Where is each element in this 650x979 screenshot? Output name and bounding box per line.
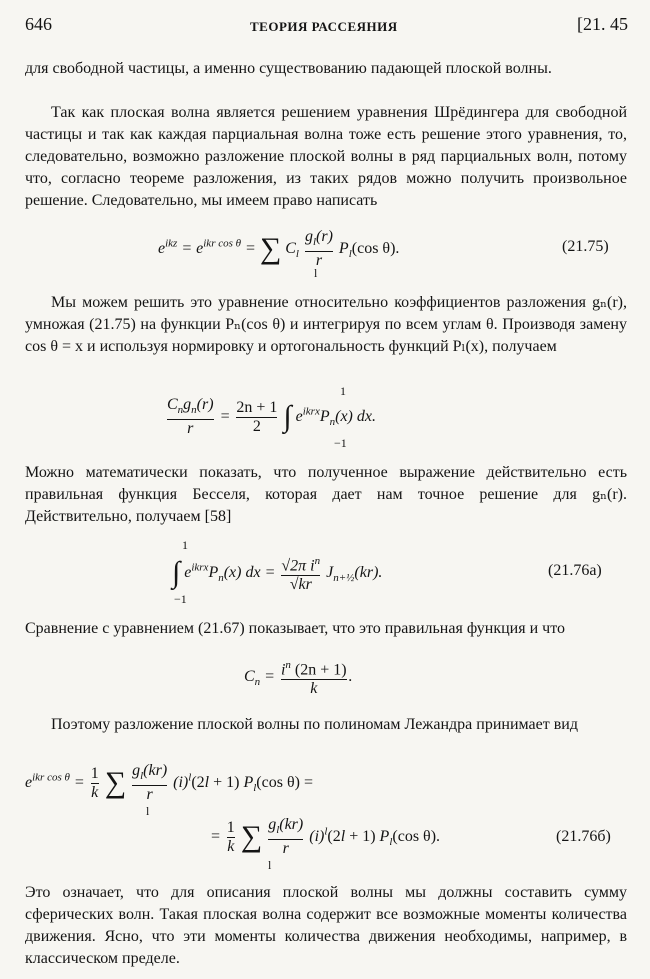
section-number: [21. 45 xyxy=(577,14,628,34)
paragraph-3: Мы можем решить это уравнение относительно коэффициентов разложения gₙ(r), умножая (21.75) на функции Pₙ(cos θ) и интегрируя по всем углам θ. Производя замену cos θ = x и используя нормировку и ортогональность функций Pₗ(x), получаем xyxy=(25,294,627,355)
paragraph-5: Сравнение с уравнением (21.67) показывает, что это правильная функция и что xyxy=(25,620,565,637)
paragraph-4: Можно математически показать, что полученное выражение действительно есть правильная функция Бесселя, которая дает нам точное решение для gₙ(r). Действительно, получаем [58] xyxy=(25,464,627,525)
equation-number: (21.76a) xyxy=(548,562,602,579)
page-number: 646 xyxy=(25,14,52,34)
equation-number: (21.76б) xyxy=(556,828,611,845)
paragraph-7: Это означает, что для описания плоской волны мы должны составить сумму сферических волн. Такая плоская волна содержит все возможные моменты количества движения. Ясно, что эти моменты количества движения необходимы, например, в классическом пределе. xyxy=(25,884,627,967)
paragraph-1: для свободной частицы, а именно существованию падающей плоской волны. xyxy=(25,60,552,77)
paragraph-2: Так как плоская волна является решением уравнения Шрёдингера для свободной частицы и так как каждая парциальная волна тоже есть решение этого уравнения, то, следовательно, возможно разложение плоской волны в ряд парциальных волн, потому что, согласно теореме разложения, из таких рядов можно получить произвольное решение. Следовательно, мы имеем право написать xyxy=(25,104,627,209)
paragraph-6: Поэтому разложение плоской волны по полиномам Лежандра принимает вид xyxy=(51,716,578,733)
equation-number: (21.75) xyxy=(562,238,609,255)
running-title: ТЕОРИЯ РАССЕЯНИЯ xyxy=(250,19,398,34)
